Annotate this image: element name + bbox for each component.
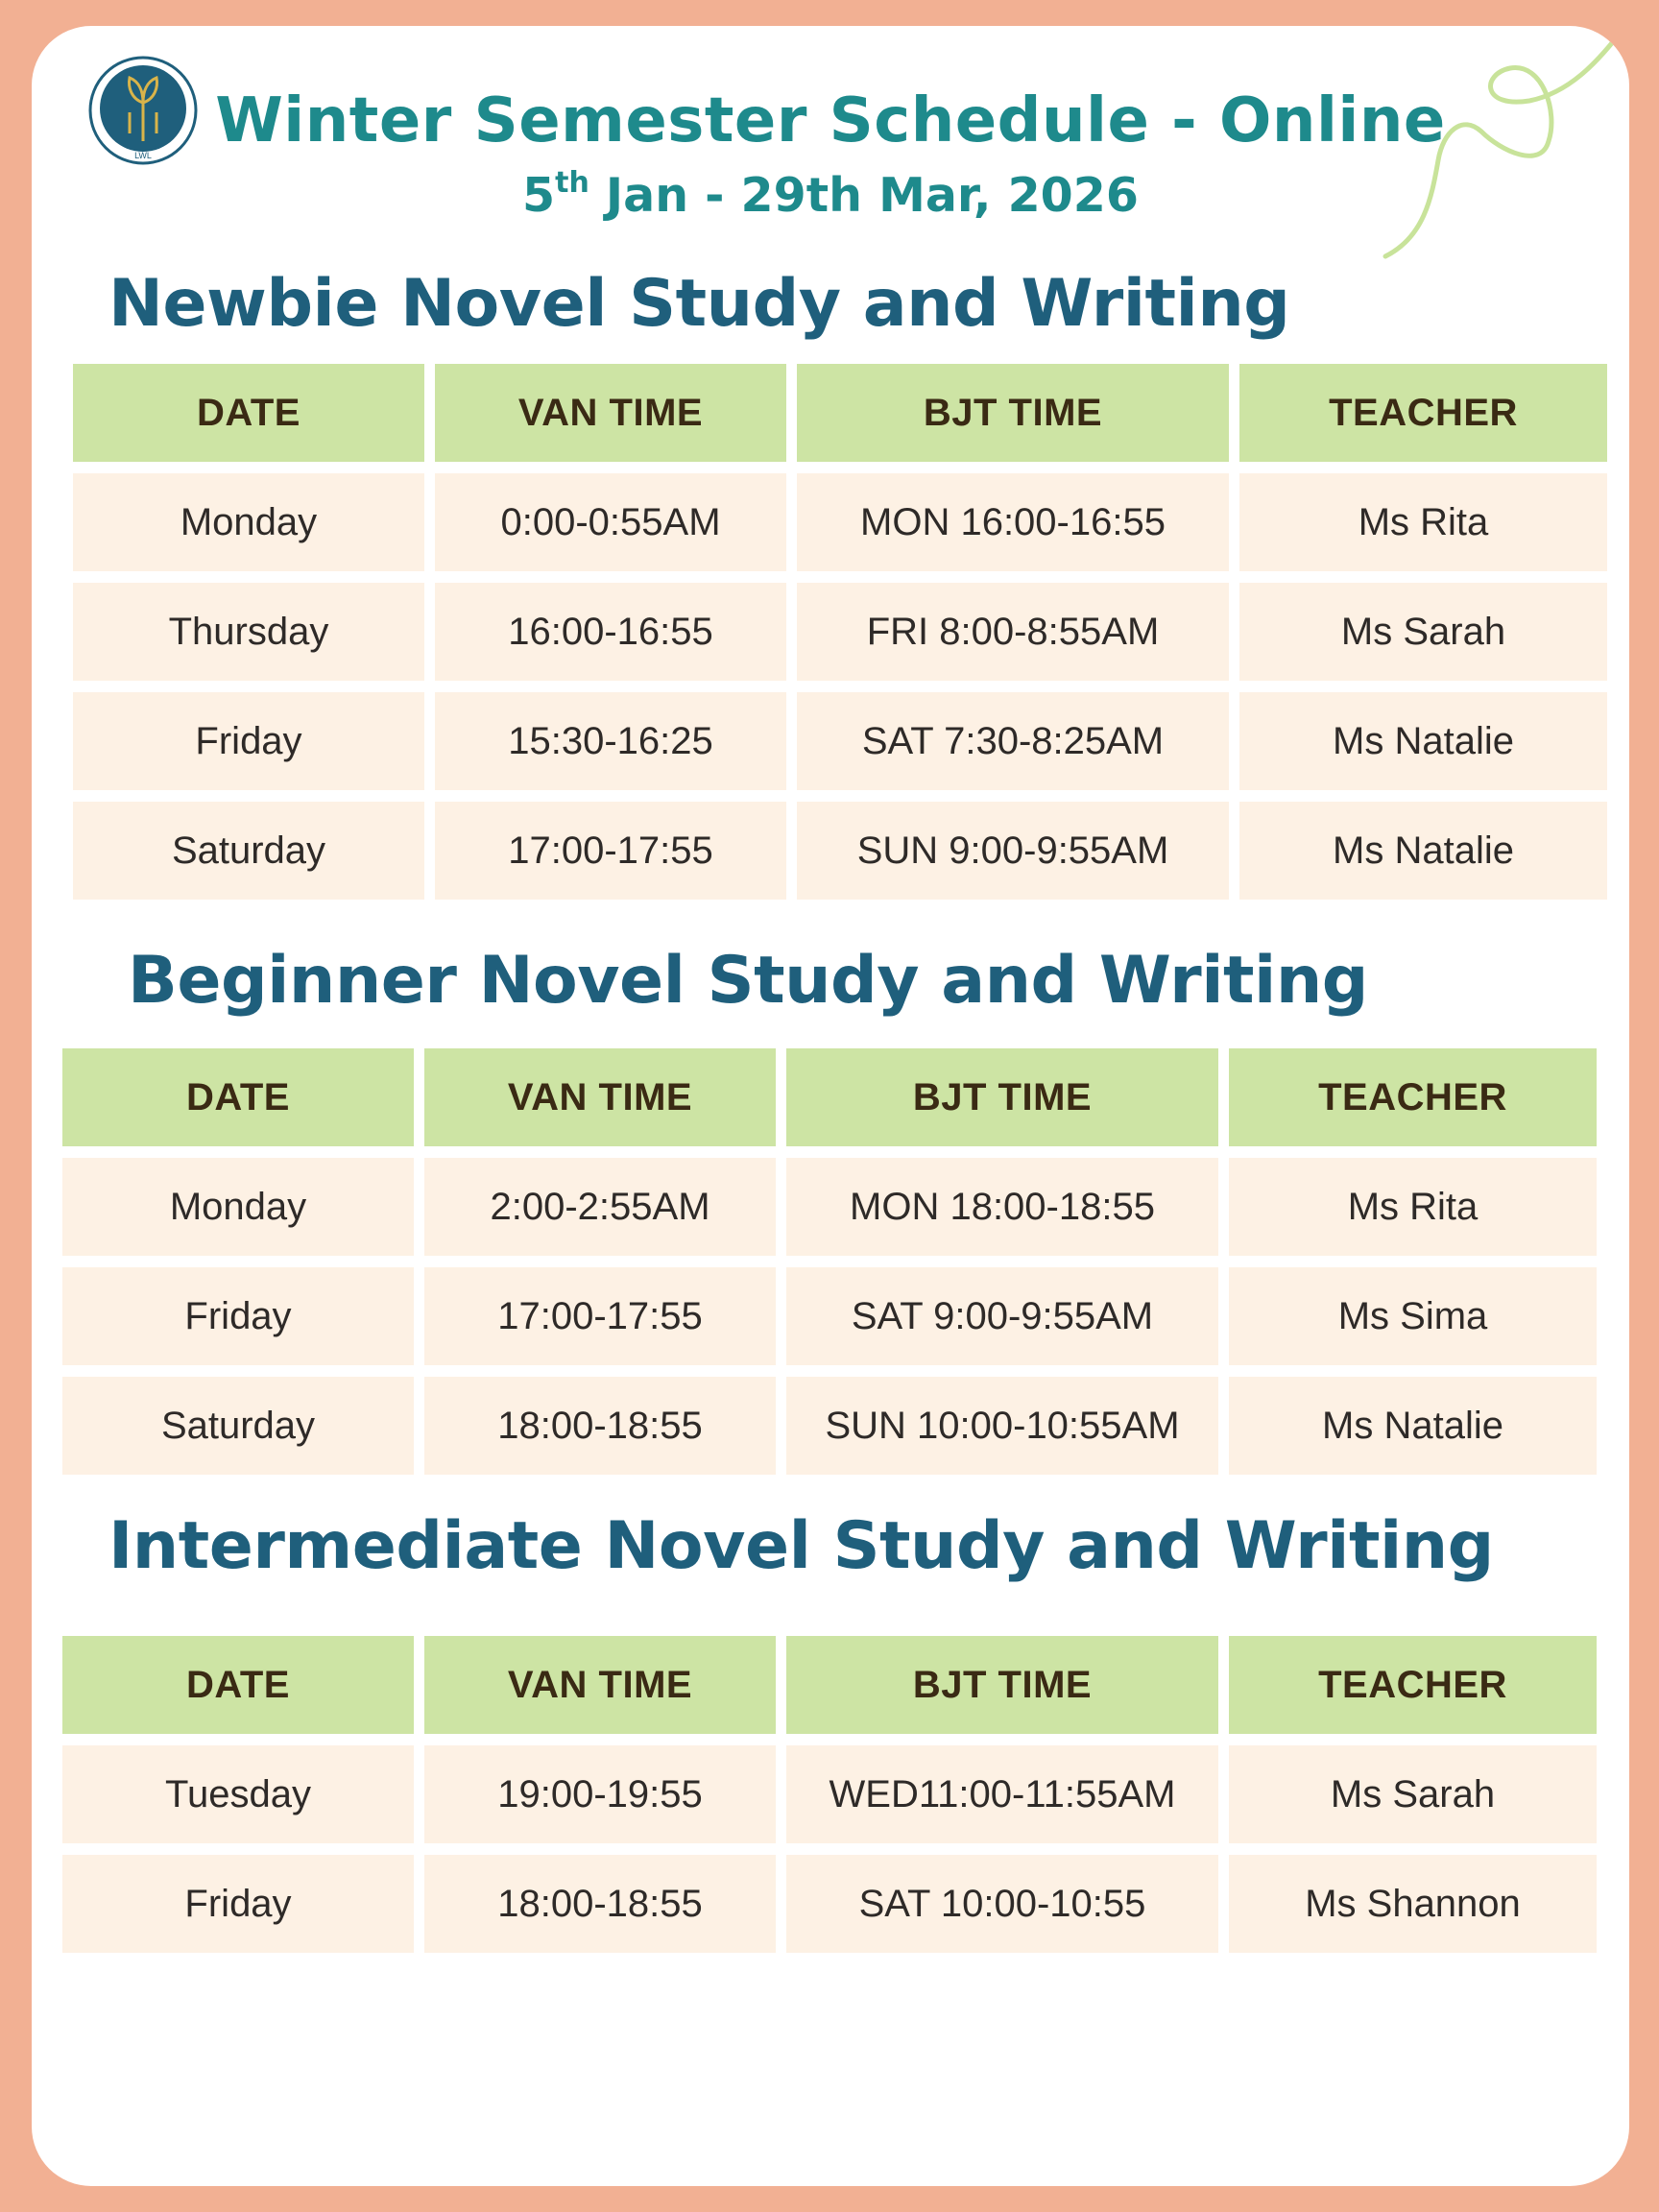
cell-van-time: 15:30-16:25: [435, 692, 786, 790]
cell-teacher: Ms Sarah: [1239, 583, 1607, 681]
cell-van-time: 18:00-18:55: [424, 1855, 776, 1953]
schedule-table-intermediate: [52, 1624, 1607, 1964]
cell-date: Thursday: [73, 583, 424, 681]
cell-date: Friday: [73, 692, 424, 790]
cell-van-time: 17:00-17:55: [435, 802, 786, 900]
table-row: [62, 1267, 1597, 1365]
section-heading-newbie: Newbie Novel Study and Writing: [108, 266, 1290, 342]
cell-teacher: Ms Natalie: [1239, 692, 1607, 790]
section-heading-intermediate: Intermediate Novel Study and Writing: [108, 1508, 1494, 1584]
cell-teacher: Ms Sarah: [1229, 1745, 1597, 1843]
table-header-row: [62, 1636, 1597, 1734]
column-header-van-time: VAN TIME: [435, 364, 786, 462]
cell-bjt-time: SAT 10:00-10:55: [786, 1855, 1218, 1953]
cell-van-time: 18:00-18:55: [424, 1377, 776, 1475]
column-header-date: DATE: [62, 1048, 414, 1146]
cell-bjt-time: SUN 10:00-10:55AM: [786, 1377, 1218, 1475]
cell-teacher: Ms Sima: [1229, 1267, 1597, 1365]
column-header-van-time: VAN TIME: [424, 1048, 776, 1146]
table-row: [62, 1158, 1597, 1256]
column-header-bjt-time: BJT TIME: [786, 1636, 1218, 1734]
column-header-bjt-time: BJT TIME: [797, 364, 1229, 462]
column-header-date: DATE: [62, 1636, 414, 1734]
cell-date: Friday: [62, 1855, 414, 1953]
cell-van-time: 0:00-0:55AM: [435, 473, 786, 571]
cell-bjt-time: SUN 9:00-9:55AM: [797, 802, 1229, 900]
table-row: [73, 692, 1607, 790]
cell-bjt-time: FRI 8:00-8:55AM: [797, 583, 1229, 681]
cell-date: Saturday: [73, 802, 424, 900]
cell-date: Monday: [62, 1158, 414, 1256]
cell-van-time: 16:00-16:55: [435, 583, 786, 681]
schedule-table-newbie: [62, 352, 1618, 911]
column-header-date: DATE: [73, 364, 424, 462]
column-header-bjt-time: BJT TIME: [786, 1048, 1218, 1146]
date-range: 5th Jan - 29th Mar, 2026: [522, 166, 1139, 223]
section-heading-beginner: Beginner Novel Study and Writing: [128, 943, 1368, 1019]
column-header-teacher: TEACHER: [1229, 1636, 1597, 1734]
cell-date: Friday: [62, 1267, 414, 1365]
page-title: Winter Semester Schedule - Online: [215, 85, 1446, 156]
column-header-teacher: TEACHER: [1239, 364, 1607, 462]
cell-bjt-time: MON 18:00-18:55: [786, 1158, 1218, 1256]
cell-date: Tuesday: [62, 1745, 414, 1843]
svg-text:LWL: LWL: [134, 151, 152, 160]
cell-bjt-time: WED11:00-11:55AM: [786, 1745, 1218, 1843]
table-row: [73, 473, 1607, 571]
cell-bjt-time: SAT 7:30-8:25AM: [797, 692, 1229, 790]
cell-teacher: Ms Shannon: [1229, 1855, 1597, 1953]
table-row: [62, 1855, 1597, 1953]
cell-teacher: Ms Natalie: [1229, 1377, 1597, 1475]
table-row: [62, 1745, 1597, 1843]
cell-teacher: Ms Rita: [1239, 473, 1607, 571]
table-row: [62, 1377, 1597, 1475]
cell-van-time: 2:00-2:55AM: [424, 1158, 776, 1256]
cell-bjt-time: SAT 9:00-9:55AM: [786, 1267, 1218, 1365]
cell-teacher: Ms Rita: [1229, 1158, 1597, 1256]
cell-van-time: 17:00-17:55: [424, 1267, 776, 1365]
schedule-table-beginner: [52, 1037, 1607, 1486]
cell-van-time: 19:00-19:55: [424, 1745, 776, 1843]
table-header-row: [73, 364, 1607, 462]
table-row: [73, 583, 1607, 681]
column-header-teacher: TEACHER: [1229, 1048, 1597, 1146]
column-header-van-time: VAN TIME: [424, 1636, 776, 1734]
cell-bjt-time: MON 16:00-16:55: [797, 473, 1229, 571]
cell-date: Monday: [73, 473, 424, 571]
table-row: [73, 802, 1607, 900]
cell-teacher: Ms Natalie: [1239, 802, 1607, 900]
schedule-card: [32, 26, 1629, 2186]
table-header-row: [62, 1048, 1597, 1146]
cell-date: Saturday: [62, 1377, 414, 1475]
